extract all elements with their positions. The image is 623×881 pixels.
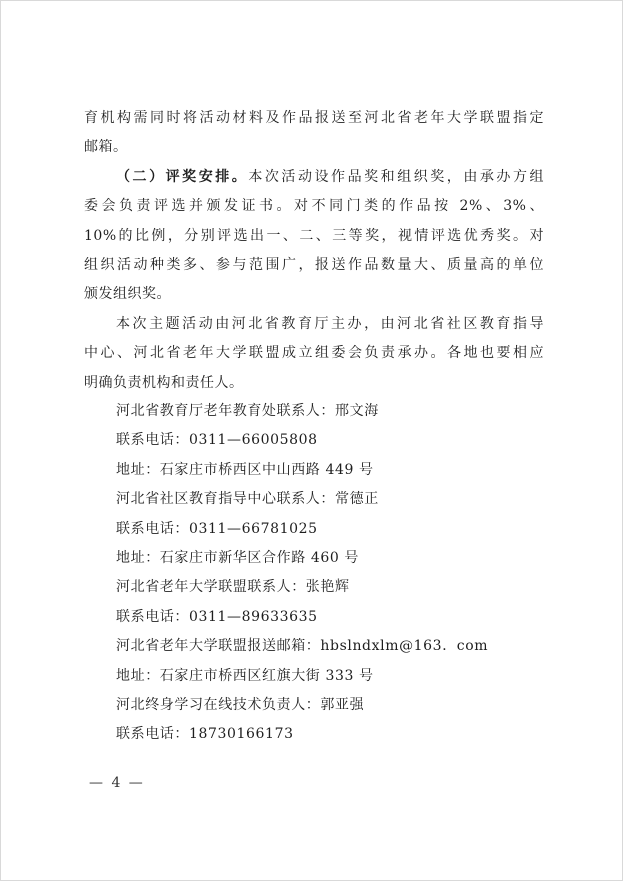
- paragraph-line: 10%的比例，分别评选出一、二、三等奖，视情评选优秀奖。对: [84, 227, 544, 244]
- contact-line: 河北终身学习在线技术负责人：郭亚强: [116, 696, 365, 713]
- contact-line: 河北省老年大学联盟报送邮箱：hbslndxlm@163．com: [116, 638, 489, 655]
- contact-line: 联系电话：18730166173: [116, 726, 294, 743]
- award-heading-line: [84, 163, 544, 192]
- paragraph-line: 明确负责机构和责任人。: [84, 374, 244, 391]
- contact-line: 联系电话：0311—66781025: [116, 520, 318, 537]
- paragraph-line: 邮箱。: [84, 139, 128, 156]
- section-heading: （二）评奖安排。: [116, 168, 249, 185]
- paragraph-line: 颁发组织奖。: [84, 286, 171, 303]
- paragraph-text: 本次活动设作品奖和组织奖，由承办方组: [248, 168, 545, 185]
- paragraph-line: 委会负责评选并颁发证书。对不同门类的作品按 2%、3%、: [84, 198, 544, 215]
- contact-line: 河北省教育厅老年教育处联系人：邢文海: [116, 403, 379, 419]
- body-text: [84, 104, 544, 398]
- contact-line: 地址：石家庄市桥西区红旗大街 333 号: [116, 667, 374, 684]
- contact-list: [116, 397, 546, 750]
- contact-line: 地址：石家庄市新华区合作路 460 号: [116, 549, 360, 566]
- contact-line: 联系电话：0311—89633635: [116, 608, 318, 625]
- paragraph-line: 组织活动种类多、参与范围广，报送作品数量大、质量高的单位: [84, 256, 544, 273]
- contact-line: 地址：石家庄市桥西区中山西路 449 号: [116, 461, 374, 478]
- contact-line: 联系电话：0311—66005808: [116, 432, 318, 449]
- paragraph-line: 育机构需同时将活动材料及作品报送至河北省老年大学联盟指定: [84, 110, 544, 126]
- contact-line: 河北省老年大学联盟联系人：张艳辉: [116, 579, 350, 596]
- contact-line: 河北省社区教育指导中心联系人：常德正: [116, 491, 379, 508]
- paragraph-line: 本次主题活动由河北省教育厅主办，由河北省社区教育指导: [116, 315, 544, 332]
- paragraph-line: 中心、河北省老年大学联盟成立组委会负责承办。各地也要相应: [84, 345, 544, 362]
- page-number: — 4 —: [89, 775, 145, 791]
